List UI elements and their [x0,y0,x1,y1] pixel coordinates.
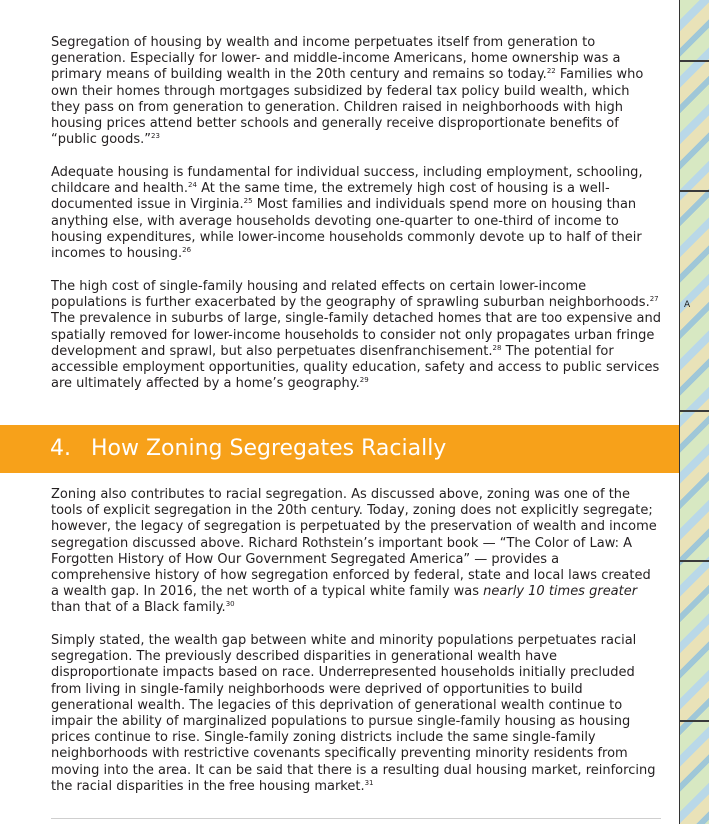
paragraph-zoning-racial: Zoning also contributes to racial segregation. As discussed above, zoning was one of the tools of explicit segregation in the 20th century. Today, zoning does not explicitly segregate; however, the legacy of segregation is perpetuated by the preservation of wealth and income segregation discussed above. Richard Rothstein’s important book — “The Color of Law: A Forgotten History of How Our Government Segregated America” — provides a comprehensive history of how segregation enforced by federal, state and local laws created a wealth gap. In 2016, the net worth of a typical white family was nearly 10 times greater than that of a Black family.$^{30}$ [51,487,657,616]
map-label: A [684,300,691,310]
map-road [680,720,709,722]
map-road [680,560,709,562]
footnote-ref-31[interactable]: 31 [364,778,374,787]
footnote-ref-26[interactable]: 26 [182,246,192,255]
paragraph-sprawl-geography: The high cost of single-family housing and related effects on certain lower-income populations is further exacerbated by the geography of sprawling suburban neighborhoods.$^{27}$ The prevalence in suburbs of large, single-family detached homes that are too expensive and spatially removed for lower-income households to consider not only propagates urban fringe development and sprawl, but also perpetuates disenfranchisement.$^{28}$ The potential for accessible employment opportunities, quality education, safety and access to public services are ultimately affected by a home’s geography.$^{29}$ [51,279,661,392]
paragraph-adequate-housing: Adequate housing is fundamental for individual success, including employment, schooling, childcare and health.$^{24}$ At the same time, the extremely high cost of housing is a well-documented issue in Virginia.$^{25}$ Most families and individuals spend more on housing than anything else, with average households devoting one-quarter to one-third of income to housing expenditures, while lower-income households commonly devote up to half of their incomes to housing.$^{26}$ [51,165,643,262]
emphasis-wealth-gap: nearly 10 times greater [483,584,638,600]
footer-divider [51,818,661,819]
map-road [680,190,709,192]
footnote-ref-30[interactable]: 30 [225,600,235,609]
footnote-ref-24[interactable]: 24 [188,181,197,190]
section-number: 4. [50,436,71,461]
footnote-ref-28[interactable]: 28 [492,343,502,352]
map-road [680,60,709,62]
section-title: How Zoning Segregates Racially [91,436,447,461]
paragraph-wealth-gap: Simply stated, the wealth gap between white and minority populations perpetuates racial segregation. The previously described disparities in generational wealth have disproportionate impacts based on race. Underrepresented households initially precluded from living in single-family neighborhoods were deprived of opportunities to build generational wealth. The legacies of this deprivation of generational wealth continue to impair the ability of marginalized populations to pursue single-family housing as housing prices continue to rise. Single-family zoning districts include the same single-family neighborhoods with restrictive covenants specifically preventing minority residents from moving into the area. It can be said that there is a resulting dual housing market, reinforcing the racial disparities in the free housing market.$^{31}$ [51,633,656,794]
footnote-ref-29[interactable]: 29 [359,376,369,385]
footnote-ref-27[interactable]: 27 [649,295,659,304]
map-road [680,410,709,412]
footnote-ref-25[interactable]: 25 [243,197,253,206]
paragraph-housing-wealth: Segregation of housing by wealth and income perpetuates itself from generation to generation. Especially for lower- and middle-income Americans, home ownership was a primary means of building wealth in the 20th century and remains so today.$^{22}$ Families who own their homes through mortgages subsidized by federal tax policy build wealth, which they pass on from generation to generation. Children raised in neighborhoods with high housing prices attend better schools and generally receive disproportionate benefits of “public goods.”$^{23}$ [51,35,644,148]
section-heading [50,434,446,464]
map-background-strip [679,0,709,824]
footnote-ref-22[interactable]: 22 [546,67,556,76]
footnote-ref-23[interactable]: 23 [151,132,160,141]
